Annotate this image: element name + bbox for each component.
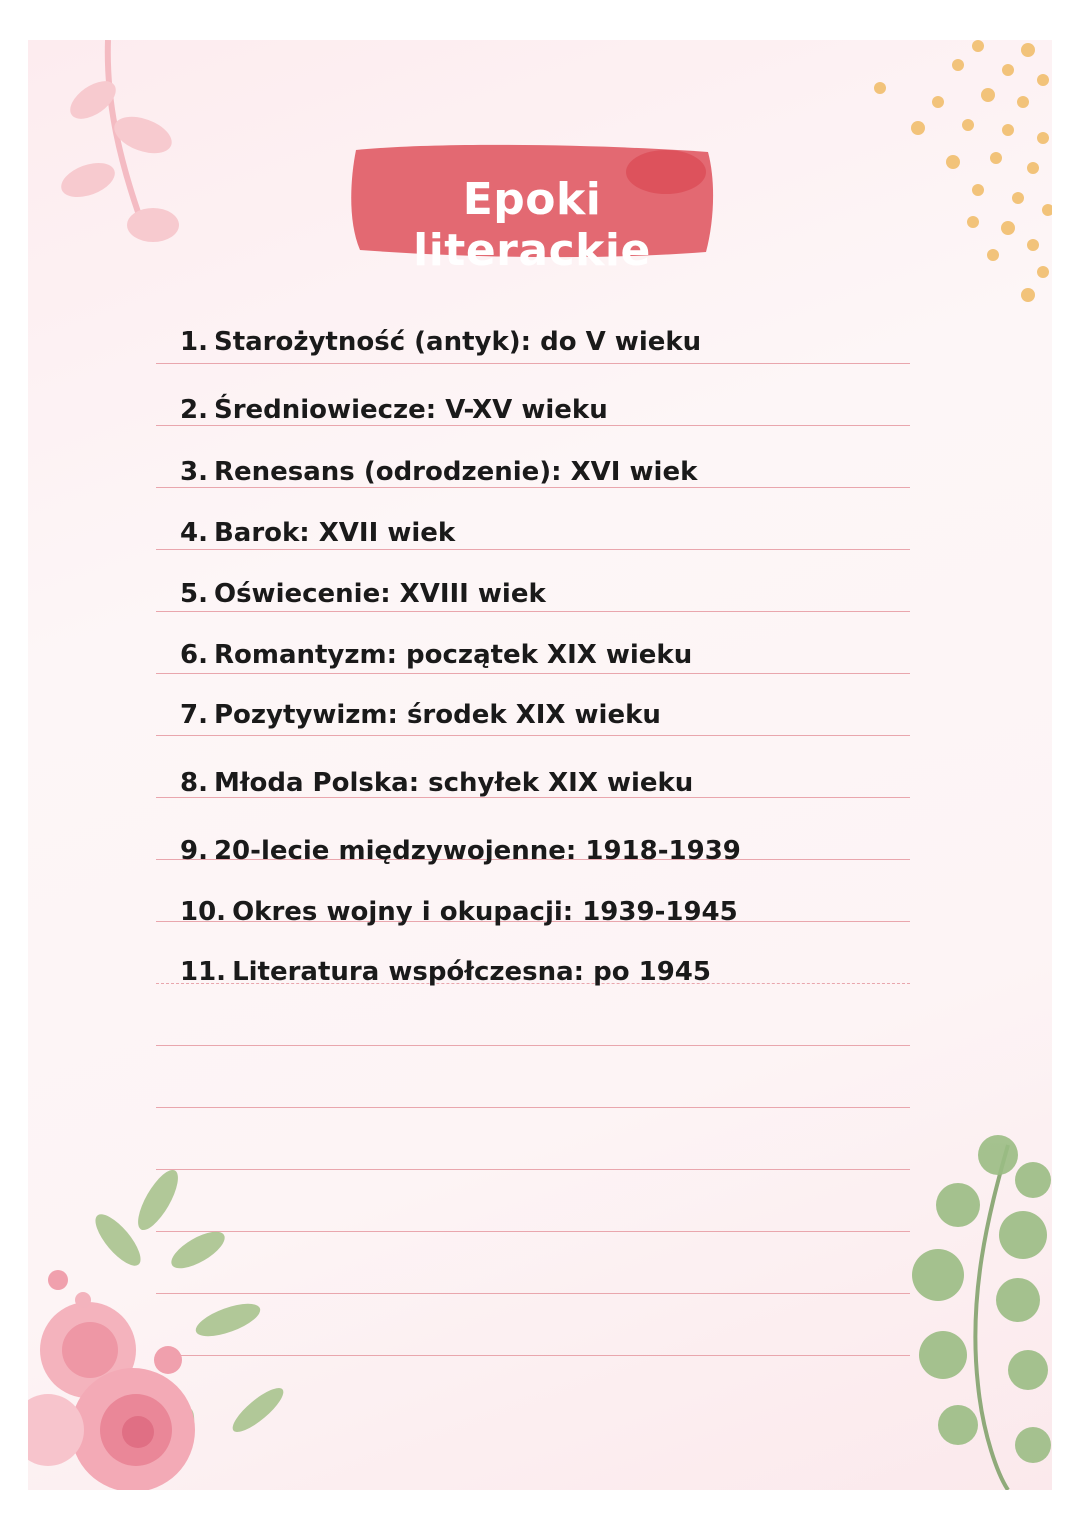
list-item-text: Średniowiecze: V-XV wieku: [213, 395, 608, 425]
list-item-number: 7.: [180, 700, 208, 730]
eucalyptus-branch-icon: [898, 1135, 1052, 1490]
list-item-text: Starożytność (antyk): do V wieku: [213, 327, 702, 357]
list-item: [180, 579, 546, 609]
page-title: Epoki literackie: [413, 174, 651, 276]
list-item-text: Romantyzm: początek XIX wieku: [213, 640, 693, 670]
rule-line: [156, 611, 910, 612]
rule-line: [156, 735, 910, 736]
list-item-number: 1.: [180, 327, 208, 357]
rule-line: [156, 425, 910, 426]
list-item-number: 3.: [180, 457, 208, 487]
rule-line: [156, 673, 910, 674]
rule-line: [156, 1107, 910, 1108]
list-item-text: Renesans (odrodzenie): XVI wiek: [213, 457, 698, 487]
list-item-text: Literatura współczesna: po 1945: [232, 957, 711, 987]
list-item: [180, 957, 711, 987]
flower-bouquet-icon: [28, 1160, 308, 1490]
list-item-number: 5.: [180, 579, 208, 609]
list-item-text: 20-lecie międzywojenne: 1918-1939: [213, 836, 741, 866]
rule-line: [156, 549, 910, 550]
rule-line: [156, 363, 910, 364]
rule-line: [156, 1045, 910, 1046]
list-item: [180, 700, 661, 730]
list-item-text: Pozytywizm: środek XIX wieku: [213, 700, 661, 730]
list-item-text: Okres wojny i okupacji: 1939-1945: [232, 897, 738, 927]
list-item-number: 11.: [180, 957, 227, 987]
list-item: [180, 327, 701, 357]
notebook-page: [28, 40, 1052, 1490]
list-item-text: Młoda Polska: schyłek XIX wieku: [213, 768, 694, 798]
list-item: [180, 395, 608, 425]
list-item: [180, 457, 697, 487]
list-item-text: Barok: XVII wiek: [213, 518, 456, 548]
list-item: [180, 897, 738, 927]
list-item: [180, 836, 741, 866]
list-item-number: 4.: [180, 518, 208, 548]
list-item-number: 10.: [180, 897, 227, 927]
list-item-number: 6.: [180, 640, 208, 670]
list-item: [180, 640, 692, 670]
list-item-number: 8.: [180, 768, 208, 798]
rule-line: [156, 487, 910, 488]
list-item: [180, 768, 693, 798]
list-item-number: 9.: [180, 836, 208, 866]
list-item-number: 2.: [180, 395, 208, 425]
list-item: [180, 518, 455, 548]
list-item-text: Oświecenie: XVIII wiek: [213, 579, 546, 609]
